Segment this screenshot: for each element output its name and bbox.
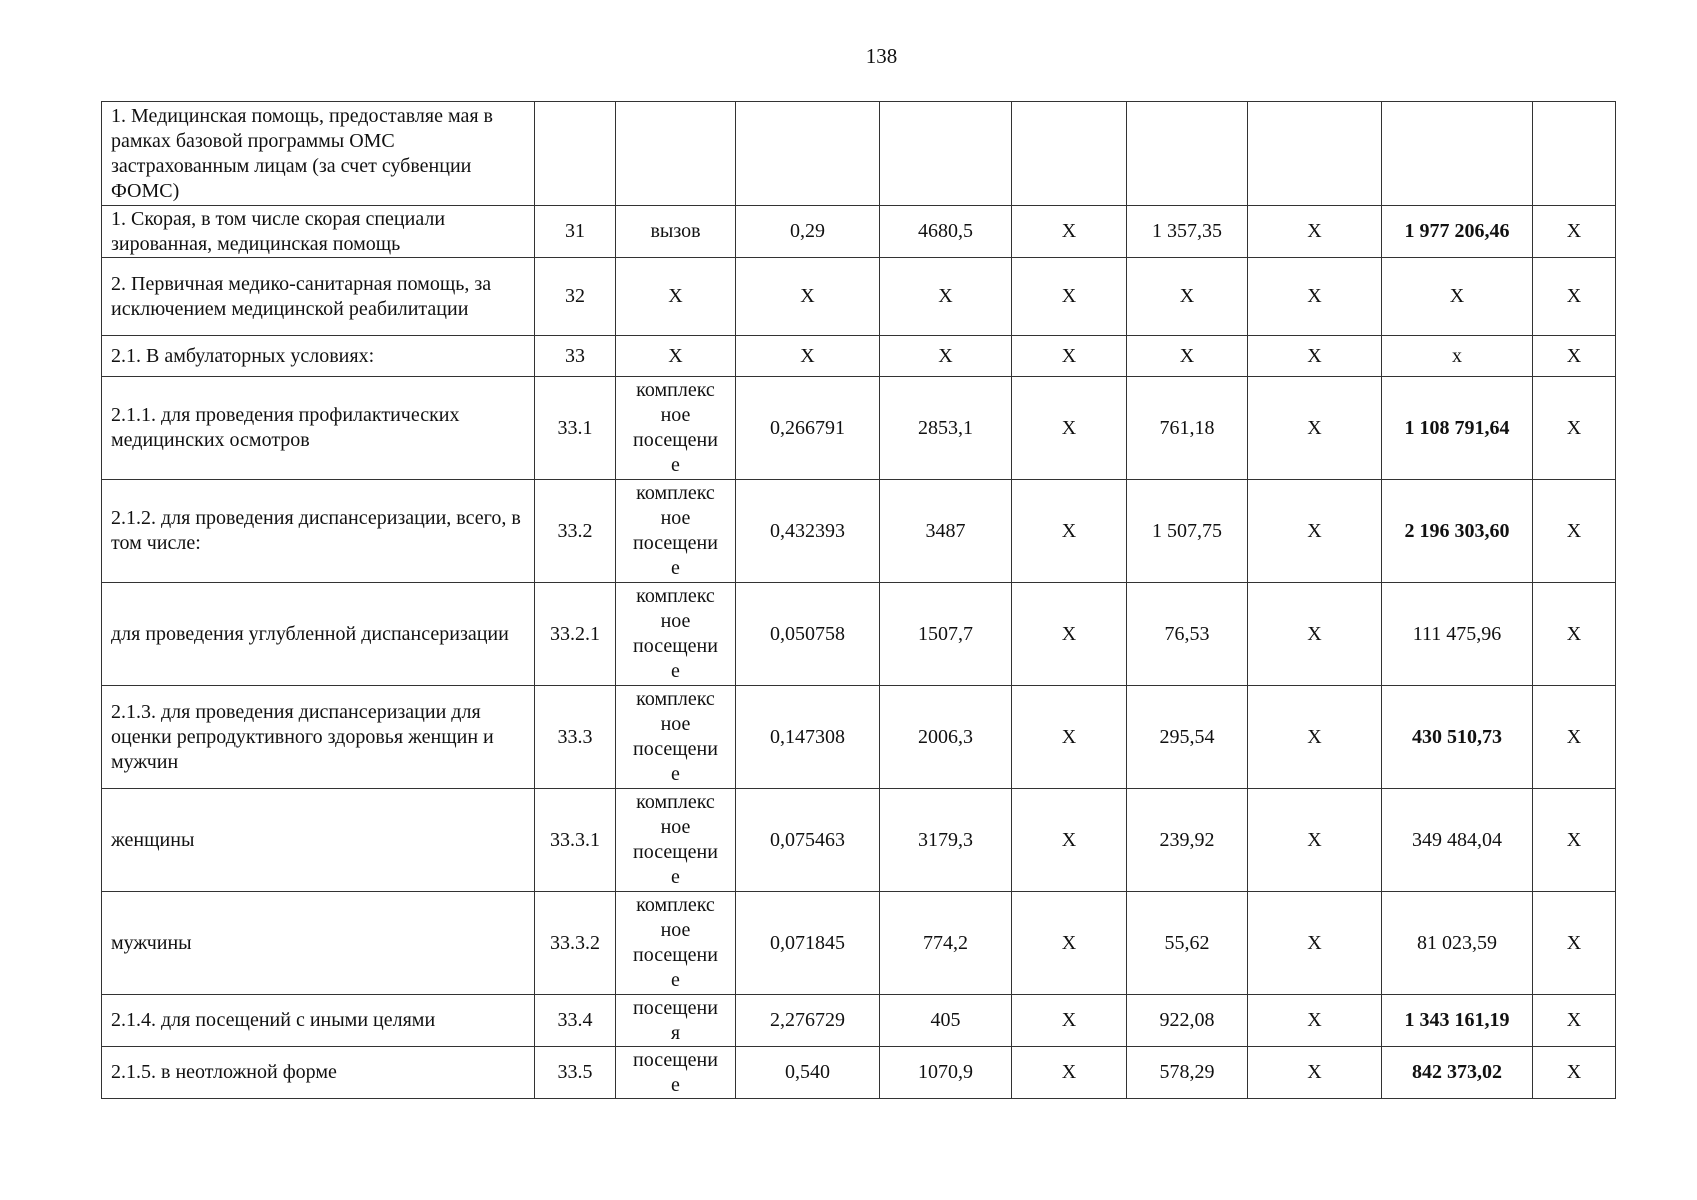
row-unit-cell-text: комплекс ное посещени е — [633, 482, 718, 579]
row-value-cell-text: X — [1566, 622, 1582, 645]
row-value-cell — [1248, 686, 1382, 789]
row-total-cell — [1382, 686, 1533, 789]
row-name-cell-text: 1. Медицинская помощь, предоставляе мая в рамках базовой программы ОМС застрахованным лицам (за счет субвенции ФОМС) — [111, 104, 493, 202]
row-value-cell-text: 3487 — [925, 519, 966, 542]
row-value-cell-text: X — [1061, 220, 1077, 242]
row-value-cell-text: 0,266791 — [770, 416, 845, 439]
row-code-cell — [535, 377, 616, 480]
row-total-cell-text: 1 343 161,19 — [1404, 1009, 1510, 1031]
row-value-cell — [736, 480, 880, 583]
row-unit-cell — [616, 995, 736, 1047]
row-value-cell — [736, 686, 880, 789]
row-value-cell-text: X — [1061, 1061, 1077, 1083]
row-value-cell — [1533, 892, 1616, 995]
row-value-cell — [736, 102, 880, 206]
row-value-cell-text: 0,29 — [790, 220, 825, 242]
row-value-cell-text: 2006,3 — [918, 725, 973, 748]
row-name-cell — [102, 1047, 535, 1099]
row-value-cell — [1012, 206, 1127, 258]
row-code-cell-text: 33.3.2 — [550, 931, 600, 954]
row-value-cell-text: X — [1566, 344, 1582, 367]
row-value-cell-text: X — [1061, 416, 1077, 439]
row-value-cell — [1127, 480, 1248, 583]
row-code-cell-text: 33.4 — [557, 1009, 593, 1031]
row-total-cell — [1382, 206, 1533, 258]
row-code-cell — [535, 336, 616, 377]
row-value-cell-text: X — [1061, 725, 1077, 748]
row-name-cell-text: 2.1.1. для проведения профилактических медицинских осмотров — [111, 404, 460, 451]
row-value-cell-text: X — [1307, 1009, 1322, 1031]
row-name-cell — [102, 583, 535, 686]
row-value-cell-text: 0,147308 — [770, 725, 845, 748]
row-value-cell — [1127, 892, 1248, 995]
row-value-cell — [880, 336, 1012, 377]
row-value-cell-text: 922,08 — [1159, 1009, 1215, 1031]
row-value-cell — [736, 892, 880, 995]
row-unit-cell — [616, 206, 736, 258]
row-total-cell — [1382, 789, 1533, 892]
row-unit-cell — [616, 892, 736, 995]
table-row — [102, 995, 1616, 1047]
table-row — [102, 258, 1616, 336]
row-unit-cell — [616, 258, 736, 336]
row-code-cell — [535, 686, 616, 789]
row-code-cell-text: 32 — [565, 285, 585, 307]
row-value-cell-text: X — [1307, 220, 1322, 242]
row-name-cell-text: 2.1.5. в неотложной форме — [111, 1061, 337, 1083]
table-row — [102, 789, 1616, 892]
row-value-cell-text: 1507,7 — [918, 622, 973, 645]
row-value-cell-text: X — [1566, 931, 1582, 954]
row-value-cell-text: 4680,5 — [918, 220, 973, 242]
row-value-cell — [880, 995, 1012, 1047]
row-value-cell — [1012, 336, 1127, 377]
row-value-cell — [1248, 102, 1382, 206]
row-value-cell — [1248, 258, 1382, 336]
row-value-cell-text: 2,276729 — [770, 1009, 845, 1031]
row-value-cell-text: 3179,3 — [918, 828, 973, 851]
row-value-cell-text: X — [1307, 285, 1322, 307]
row-unit-cell — [616, 102, 736, 206]
row-value-cell — [1127, 206, 1248, 258]
row-value-cell-text: X — [1307, 416, 1322, 439]
row-value-cell — [736, 377, 880, 480]
row-value-cell — [1012, 892, 1127, 995]
row-unit-cell — [616, 480, 736, 583]
row-value-cell-text: X — [1566, 1061, 1582, 1083]
row-total-cell-text: X — [1449, 285, 1465, 307]
row-value-cell — [880, 377, 1012, 480]
data-table — [101, 101, 1616, 1099]
row-unit-cell-text: комплекс ное посещени е — [633, 894, 718, 991]
row-value-cell-text: 0,075463 — [770, 828, 845, 851]
row-code-cell — [535, 102, 616, 206]
row-value-cell — [880, 1047, 1012, 1099]
row-value-cell — [880, 258, 1012, 336]
row-name-cell — [102, 206, 535, 258]
row-value-cell — [1248, 995, 1382, 1047]
row-code-cell-text: 31 — [565, 220, 585, 242]
row-value-cell — [1012, 377, 1127, 480]
row-value-cell — [1533, 995, 1616, 1047]
row-value-cell-text: X — [1061, 285, 1077, 307]
row-value-cell-text: 295,54 — [1159, 725, 1215, 748]
row-unit-cell — [616, 686, 736, 789]
row-value-cell-text: X — [1566, 725, 1582, 748]
row-value-cell — [736, 336, 880, 377]
row-code-cell-text: 33 — [565, 344, 585, 367]
row-total-cell — [1382, 336, 1533, 377]
table-row — [102, 892, 1616, 995]
row-value-cell-text: X — [1061, 828, 1077, 851]
row-value-cell — [1533, 480, 1616, 583]
row-unit-cell-text: вызов — [650, 220, 701, 242]
row-name-cell — [102, 336, 535, 377]
row-unit-cell-text: X — [668, 344, 683, 367]
row-value-cell-text: X — [938, 285, 953, 307]
row-value-cell — [1012, 789, 1127, 892]
row-unit-cell-text: посещени е — [633, 1048, 718, 1096]
row-unit-cell — [616, 583, 736, 686]
row-value-cell — [1127, 377, 1248, 480]
row-value-cell — [1127, 1047, 1248, 1099]
row-name-cell — [102, 892, 535, 995]
row-code-cell — [535, 480, 616, 583]
row-value-cell — [1127, 258, 1248, 336]
row-value-cell-text: X — [1566, 828, 1582, 851]
row-value-cell-text: 774,2 — [923, 931, 968, 954]
row-code-cell — [535, 583, 616, 686]
row-name-cell — [102, 480, 535, 583]
row-value-cell — [736, 789, 880, 892]
row-name-cell — [102, 995, 535, 1047]
table-row — [102, 583, 1616, 686]
row-unit-cell-text: X — [668, 285, 683, 307]
row-total-cell-text: 842 373,02 — [1412, 1061, 1502, 1083]
row-value-cell-text: X — [1566, 519, 1582, 542]
row-value-cell-text: X — [800, 344, 815, 367]
row-value-cell — [1248, 480, 1382, 583]
row-value-cell-text: X — [1307, 519, 1322, 542]
row-value-cell — [1533, 102, 1616, 206]
row-value-cell-text: X — [1307, 1061, 1322, 1083]
row-value-cell — [1012, 583, 1127, 686]
row-value-cell — [1012, 995, 1127, 1047]
row-unit-cell-text: комплекс ное посещени е — [633, 585, 718, 682]
row-value-cell — [1533, 206, 1616, 258]
row-name-cell — [102, 686, 535, 789]
row-value-cell-text: X — [1179, 285, 1195, 307]
row-name-cell-text: 2.1. В амбулаторных условиях: — [111, 344, 375, 367]
table-row — [102, 102, 1616, 206]
row-value-cell — [880, 206, 1012, 258]
row-code-cell — [535, 1047, 616, 1099]
row-value-cell-text: X — [1307, 725, 1322, 748]
row-value-cell — [1012, 480, 1127, 583]
row-value-cell-text: X — [1566, 220, 1582, 242]
row-value-cell — [880, 789, 1012, 892]
row-value-cell — [1248, 892, 1382, 995]
row-value-cell-text: 0,432393 — [770, 519, 845, 542]
row-value-cell — [1533, 789, 1616, 892]
row-total-cell-text: 81 023,59 — [1417, 931, 1497, 954]
row-value-cell — [736, 1047, 880, 1099]
row-name-cell-text: 1. Скорая, в том числе скорая специали зированная, медицинская помощь — [111, 207, 446, 255]
row-value-cell-text: 1 507,75 — [1152, 519, 1222, 542]
row-value-cell-text: X — [1307, 828, 1322, 851]
row-unit-cell — [616, 377, 736, 480]
row-value-cell — [880, 686, 1012, 789]
row-value-cell-text: X — [1307, 344, 1322, 367]
row-value-cell — [880, 583, 1012, 686]
row-total-cell-text: 430 510,73 — [1412, 725, 1502, 748]
row-value-cell — [1012, 1047, 1127, 1099]
row-value-cell — [1127, 336, 1248, 377]
table-row — [102, 206, 1616, 258]
row-name-cell — [102, 258, 535, 336]
row-code-cell — [535, 258, 616, 336]
row-total-cell-text: 349 484,04 — [1412, 828, 1502, 851]
row-value-cell-text: X — [938, 344, 953, 367]
row-value-cell — [1012, 102, 1127, 206]
row-name-cell — [102, 102, 535, 206]
row-value-cell — [736, 583, 880, 686]
row-total-cell — [1382, 102, 1533, 206]
row-value-cell-text: 1 357,35 — [1152, 220, 1222, 242]
row-code-cell — [535, 892, 616, 995]
row-value-cell-text: 405 — [930, 1009, 961, 1031]
row-name-cell-text: 2.1.2. для проведения диспансеризации, всего, в том числе: — [111, 507, 521, 554]
row-value-cell-text: 0,540 — [785, 1061, 830, 1083]
row-total-cell-text: 1 977 206,46 — [1404, 220, 1510, 242]
row-value-cell — [1127, 102, 1248, 206]
row-value-cell — [1533, 377, 1616, 480]
row-code-cell-text: 33.2 — [557, 519, 593, 542]
row-unit-cell — [616, 1047, 736, 1099]
table-row — [102, 1047, 1616, 1099]
row-value-cell — [1248, 206, 1382, 258]
row-value-cell-text: 1070,9 — [918, 1061, 973, 1083]
row-code-cell — [535, 789, 616, 892]
table-body — [102, 102, 1616, 1099]
row-code-cell-text: 33.3.1 — [550, 828, 600, 851]
row-value-cell-text: X — [1566, 1009, 1582, 1031]
row-total-cell — [1382, 995, 1533, 1047]
row-value-cell-text: X — [1307, 622, 1322, 645]
row-value-cell-text: X — [1566, 285, 1582, 307]
row-value-cell-text: X — [1566, 416, 1582, 439]
row-name-cell-text: для проведения углубленной диспансеризации — [111, 622, 509, 645]
row-value-cell — [1533, 686, 1616, 789]
row-code-cell-text: 33.5 — [557, 1061, 593, 1083]
row-value-cell — [1012, 258, 1127, 336]
row-value-cell-text: 76,53 — [1164, 622, 1210, 645]
row-total-cell — [1382, 258, 1533, 336]
row-value-cell-text: X — [800, 285, 815, 307]
row-value-cell-text: 2853,1 — [918, 416, 973, 439]
row-value-cell — [736, 995, 880, 1047]
row-value-cell — [880, 480, 1012, 583]
row-value-cell-text: X — [1307, 931, 1322, 954]
row-total-cell-text: x — [1452, 344, 1462, 367]
row-value-cell-text: 0,071845 — [770, 931, 845, 954]
row-value-cell-text: X — [1061, 931, 1077, 954]
row-unit-cell — [616, 336, 736, 377]
row-value-cell-text: X — [1061, 344, 1077, 367]
row-unit-cell-text: комплекс ное посещени е — [633, 791, 718, 888]
row-value-cell — [1127, 789, 1248, 892]
row-name-cell-text: 2. Первичная медико-санитарная помощь, за исключением медицинской реабилитации — [111, 272, 492, 320]
row-unit-cell-text: комплекс ное посещени е — [633, 688, 718, 785]
row-total-cell-text: 1 108 791,64 — [1404, 416, 1510, 439]
row-value-cell — [1127, 583, 1248, 686]
row-value-cell — [1533, 336, 1616, 377]
row-code-cell-text: 33.2.1 — [550, 622, 600, 645]
row-value-cell — [736, 258, 880, 336]
row-total-cell — [1382, 377, 1533, 480]
row-unit-cell-text: комплекс ное посещени е — [633, 379, 718, 476]
row-value-cell-text: X — [1179, 344, 1195, 367]
table-row — [102, 686, 1616, 789]
row-total-cell-text: 2 196 303,60 — [1404, 519, 1510, 542]
row-total-cell — [1382, 480, 1533, 583]
row-name-cell-text: 2.1.3. для проведения диспансеризации для оценки репродуктивного здоровья женщин и мужчин — [111, 700, 494, 773]
table-row — [102, 480, 1616, 583]
row-total-cell — [1382, 583, 1533, 686]
row-value-cell — [1533, 583, 1616, 686]
row-name-cell-text: мужчины — [111, 931, 192, 954]
row-code-cell-text: 33.3 — [557, 725, 593, 748]
row-code-cell — [535, 995, 616, 1047]
row-value-cell-text: X — [1061, 519, 1077, 542]
row-value-cell — [1248, 336, 1382, 377]
row-value-cell-text: 0,050758 — [770, 622, 845, 645]
row-unit-cell-text: посещени я — [633, 996, 718, 1044]
row-value-cell — [1533, 258, 1616, 336]
row-value-cell — [1127, 686, 1248, 789]
row-value-cell — [736, 206, 880, 258]
table-row — [102, 377, 1616, 480]
row-unit-cell — [616, 789, 736, 892]
row-value-cell — [880, 892, 1012, 995]
row-name-cell — [102, 377, 535, 480]
row-value-cell-text: 578,29 — [1159, 1061, 1215, 1083]
row-total-cell-text: 111 475,96 — [1412, 622, 1502, 645]
row-value-cell-text: 239,92 — [1159, 828, 1215, 851]
row-value-cell — [1248, 1047, 1382, 1099]
row-name-cell-text: 2.1.4. для посещений с иными целями — [111, 1009, 436, 1031]
row-value-cell-text: X — [1061, 622, 1077, 645]
row-code-cell — [535, 206, 616, 258]
row-code-cell-text: 33.1 — [557, 416, 593, 439]
row-value-cell — [1248, 377, 1382, 480]
row-value-cell — [880, 102, 1012, 206]
row-value-cell-text: 55,62 — [1164, 931, 1210, 954]
row-total-cell — [1382, 1047, 1533, 1099]
row-value-cell — [1248, 583, 1382, 686]
row-value-cell — [1127, 995, 1248, 1047]
row-total-cell — [1382, 892, 1533, 995]
row-name-cell-text: женщины — [111, 828, 195, 851]
row-value-cell-text: X — [1061, 1009, 1077, 1031]
row-value-cell — [1533, 1047, 1616, 1099]
row-name-cell — [102, 789, 535, 892]
row-value-cell — [1012, 686, 1127, 789]
row-value-cell — [1248, 789, 1382, 892]
table-row — [102, 336, 1616, 377]
row-value-cell-text: 761,18 — [1159, 416, 1215, 439]
page-number: 138 — [865, 44, 898, 68]
